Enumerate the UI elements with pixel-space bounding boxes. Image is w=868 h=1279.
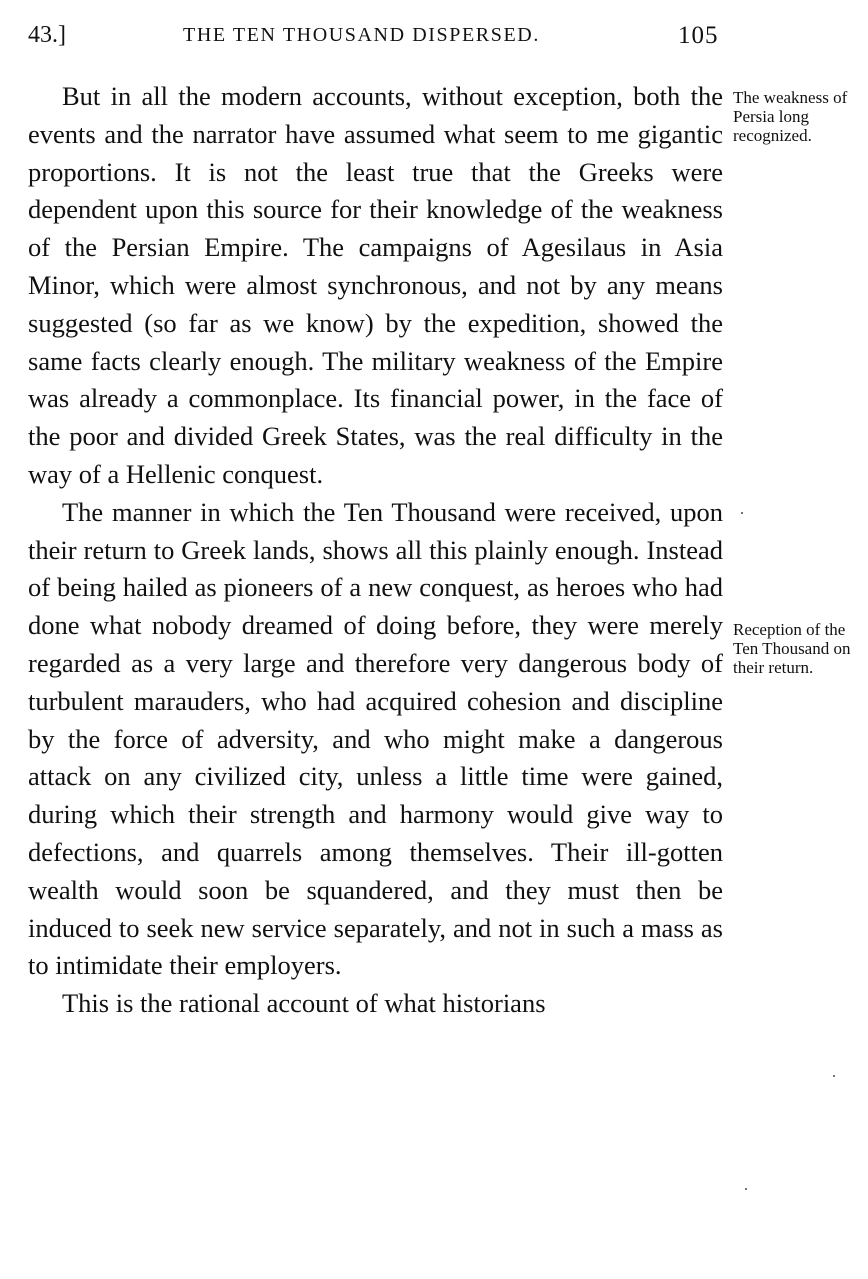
body-text [28,78,723,1023]
section-number: 43.] [28,22,66,48]
print-speck [741,512,743,514]
margin-note-reception: Reception of the Ten Thousand on their return. [733,620,851,677]
page-number: 105 [678,22,719,49]
margin-note-persia-weakness: The weakness of Persia long recognized. [733,88,848,145]
print-speck [833,1075,835,1077]
chapter-title: THE TEN THOUSAND DISPERSED. [183,24,540,46]
print-speck [745,1188,747,1190]
paragraph-1: But in all the modern accounts, without exception, both the events and the narrator have assumed what seem to me gigantic proportions. It is not the least true that the Greeks were dependent upon this source for their knowledge of the weakness of the Persian Empire. The campaigns of Agesilaus in Asia Minor, which were almost synchronous, and not by any means suggested (so far as we know) by the expedition, showed the same facts clearly enough. The military weakness of the Empire was already a commonplace. Its financial power, in the face of the poor and divided Greek States, was the real difficulty in the way of a Hellenic conquest. [28,81,723,489]
paragraph-2: The manner in which the Ten Thousand were received, upon their return to Greek lands, shows all this plainly enough. Instead of being hailed as pioneers of a new conquest, as heroes who had done what nobody dreamed of doing before, they were merely regarded as a very large and therefore very dangerous body of turbulent marauders, who had acquired cohesion and discipline by the force of adversity, and who might make a dangerous attack on any civilized city, unless a little time were gained, during which their strength and harmony would give way to defections, and quarrels among themselves. Their ill-gotten wealth would soon be squandered, and they must then be induced to seek new service separately, and not in such a mass as to intimidate their employers. [28,496,723,981]
running-head [28,22,728,58]
paragraph-3: This is the rational account of what historians [62,988,546,1019]
